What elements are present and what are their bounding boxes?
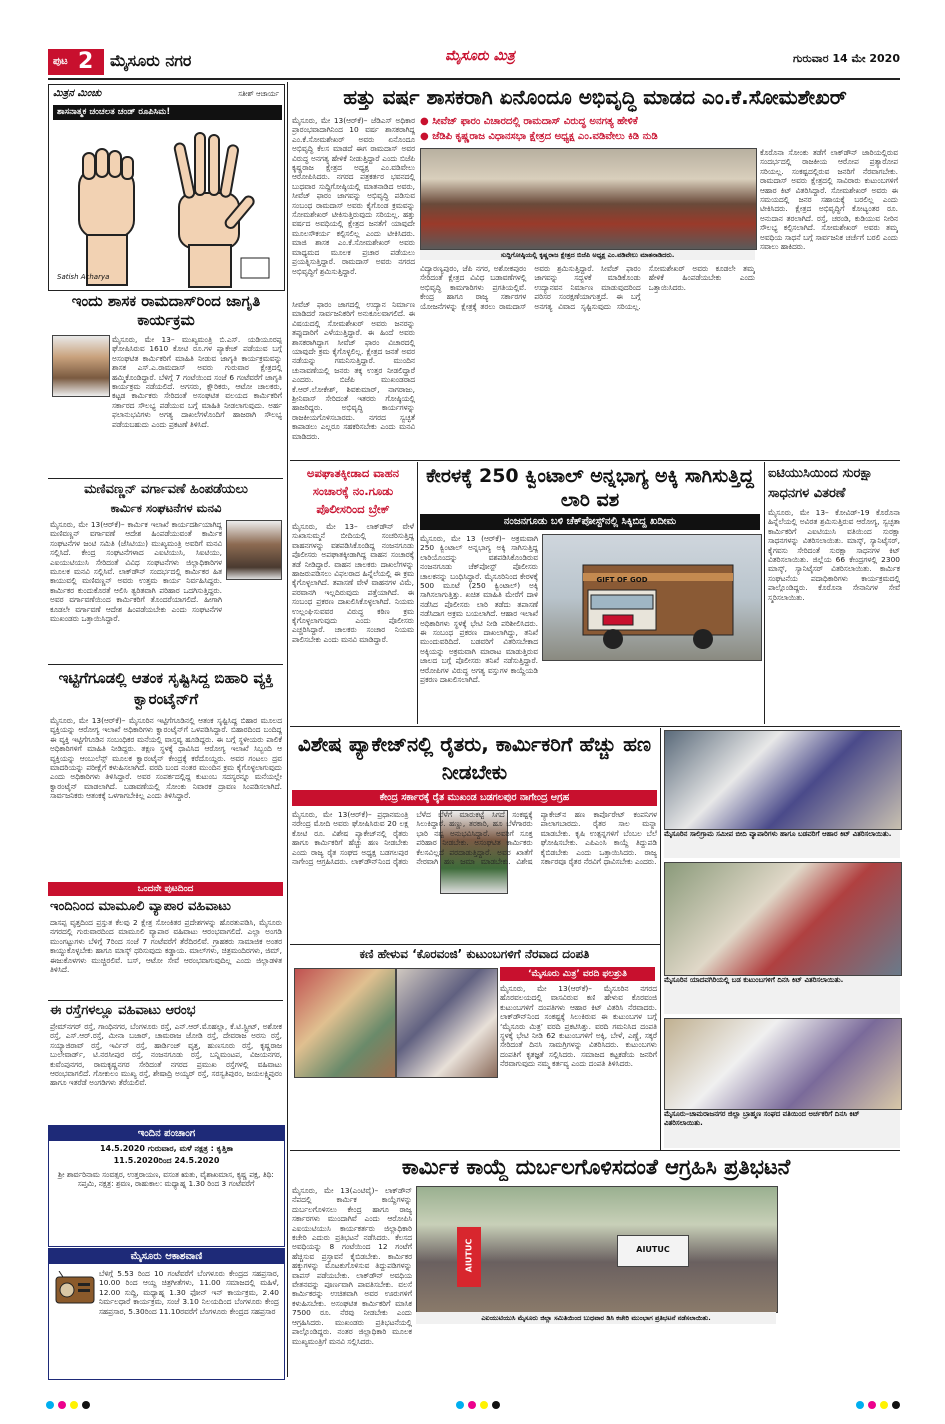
print-registration-marks: [20, 1398, 925, 1412]
panchanga-body: ಶ್ರೀ ಶಾರ್ವರಿನಾಮ ಸಂವತ್ಸರ, ಉತ್ತರಾಯಣ, ವಸಂತ ಋತು, ವೈಶಾಖಮಾಸ, ಕೃಷ್ಣ ಪಕ್ಷ, ತಿಥಿ: ಸಪ್ತಮಿ, ನಕ್ಷತ್ರ: ಶ್ರವಣ, ರಾಹುಕಾಲ: ಮಧ್ಯಾಹ್ನ 1.30 ರಿಂದ 3 ಗಂಟೆವರೆಗೆ: [58, 1170, 274, 1189]
panchanga-line1: 14.5.2020 ಗುರುವಾರ, ಮಳೆ ನಕ್ಷತ್ರ : ಕೃತ್ತಿಕಾ: [99, 1144, 234, 1153]
truck-slogan: GIFT OF GOD: [596, 576, 648, 584]
masthead-logo: ಮೈಸೂರು ಮಿತ್ರ: [445, 48, 515, 64]
cartoon-signature: Satish Acharya: [57, 273, 110, 281]
safety-body: ಮೈಸೂರು, ಮೇ 13– ಕೋವಿಡ್-19 ಕೊರೊನಾ ಹಿನ್ನೆಲೆಯಲ್ಲಿ ಅವಿರತ ಶ್ರಮಿಸುತ್ತಿರುವ ಆರೋಗ್ಯ, ಸ್ವಚ್ಛತಾ ಕಾರ್ಮಿಕರಿಗೆ ಎಐಟಿಯುಸಿ ವತಿಯಿಂದ ಸುರಕ್ಷಾ ಸಾಧನಗಳನ್ನು ವಿತರಿಸಲಾಯಿತು. ಮಾಸ್ಕ್, ಸ್ಯಾನಿಟೈಸರ್, ಕೈಗವಸು ಸೇರಿದಂತೆ ಸುರಕ್ಷಾ ಸಾಧನಗಳ ಕಿಟ್ ವಿತರಿಸಲಾಯಿತು. ಜಿಲ್ಲೆಯ 66 ಕೇಂದ್ರಗಳಲ್ಲಿ 2300 ಮಾಸ್ಕ್, ಸ್ಯಾನಿಟೈಸರ್ ವಿತರಿಸಲಾಯಿತು. ಕಾರ್ಮಿಕ ಸಂಘಟನೆಯ ಪದಾಧಿಕಾರಿಗಳು ಕಾರ್ಯಕ್ರಮದಲ್ಲಿ ಪಾಲ್ಗೊಂಡಿದ್ದರು. ಕೊರೊನಾ ಸೇನಾನಿಗಳ ಸೇವೆ ಸ್ಮರಿಸಲಾಯಿತು.: [768, 508, 900, 602]
right-photo-3: [664, 1018, 902, 1110]
trade-body: ದಾಸಪ್ಪ ವೃತ್ತದಿಂದ ಪ್ರಸ್ತುತ ಕೆಲವು 2 ಕ್ಷೇತ್ರ ಸೋಂಕಿತರ ಪ್ರದೇಶಗಳನ್ನು ಹೊರತುಪಡಿಸಿ, ಮೈಸೂರು ನಗರದಲ್ಲಿ ಗುರುವಾರದಿಂದ ಮಾಮೂಲಿ ವ್ಯಾಪಾರ ವಹಿವಾಟು ಆರಂಭವಾಗಲಿದೆ. ಎಲ್ಲಾ ಅಂಗಡಿ ಮುಂಗಟ್ಟುಗಳು ಬೆಳಿಗ್ಗೆ 7ರಿಂದ ಸಂಜೆ 7 ಗಂಟೆವರೆಗೆ ತೆರೆದಿರಲಿವೆ. ಗ್ರಾಹಕರು ಸಾಮಾಜಿಕ ಅಂತರ ಕಾಯ್ದುಕೊಳ್ಳಬೇಕು ಹಾಗೂ ಮಾಸ್ಕ್ ಧರಿಸುವುದು ಕಡ್ಡಾಯ. ಮಾಲ್‌ಗಳು, ಚಿತ್ರಮಂದಿರಗಳು, ಜಿಮ್, ಈಜುಕೊಳಗಳು ಮುಚ್ಚಿರಲಿವೆ. ಬಸ್, ಆಟೋ ಸೇವೆ ಆರಂಭವಾಗುವುದಿಲ್ಲ ಎಂದು ಜಿಲ್ಲಾಡಳಿತ ತಿಳಿಸಿದೆ.: [50, 918, 282, 975]
masthead-date: ಗುರುವಾರ 14 ಮೇ 2020: [792, 52, 900, 65]
protest-photo: [416, 1186, 778, 1313]
cartoon-box: [48, 84, 285, 291]
truck-illustration: [543, 535, 761, 660]
safety-headline: ಐಟಿಯುಸಿಯಿಂದ ಸುರಕ್ಷಾ ಸಾಧನಗಳ ವಿತರಣೆ: [768, 466, 873, 501]
radio-icon: [55, 1271, 95, 1305]
labour-body-bottom: [416, 1326, 776, 1378]
roads-headline: ಈ ರಸ್ತೆಗಳಲ್ಲೂ ವಹಿವಾಟು ಆರಂಭ: [50, 1003, 196, 1018]
lead-col1: ಮೈಸೂರು, ಮೇ 13(ಆರ್‌ಕೆ)– ಜೆಡಿಎಸ್ ಅಧಿಕಾರ ಪ್ರಾರಂಭವಾದಾಗಿನಿಂದ 10 ವರ್ಷ ಶಾಸಕರಾಗಿದ್ದ ಎಂ.ಕೆ.ಸೋಮಶೇಖರ್ ಅವರು ಏನೊಂದೂ ಅಭಿವೃದ್ಧಿ ಕೆಲಸ ಮಾಡದೆ ಈಗ ರಾಮದಾಸ್ ಅವರ ವಿರುದ್ಧ ಅನಗತ್ಯ ಹೇಳಿಕೆ ನೀಡುತ್ತಿದ್ದಾರೆ ಎಂದು ಬಿಜೆಪಿ ಕೃಷ್ಣರಾಜ ಕ್ಷೇತ್ರದ ಅಧ್ಯಕ್ಷ ಎಂ.ವಡಿವೇಲು ಆರೋಪಿಸಿದರು. ನಗರದ ಪತ್ರಕರ್ತರ ಭವನದಲ್ಲಿ ಬುಧವಾರ ಸುದ್ದಿಗೋಷ್ಠಿಯಲ್ಲಿ ಮಾತನಾಡಿದ ಅವರು, ಸೀವೆಜ್ ಫಾರಂ ಜಾಗವನ್ನು ಅಭಿವೃದ್ಧಿ ಪಡಿಸುವ ಸಂಬಂಧ ರಾಮದಾಸ್ ಅವರು ಕೈಗೊಂಡ ಕ್ರಮವನ್ನು ಸೋಮಶೇಖರ್ ಟೀಕಿಸುತ್ತಿರುವುದು ಸರಿಯಲ್ಲ. ಹತ್ತು ವರ್ಷದ ಅವಧಿಯಲ್ಲಿ ಕ್ಷೇತ್ರದ ಜನತೆಗೆ ಯಾವುದೇ ಮೂಲಸೌಕರ್ಯ ಕಲ್ಪಿಸಲಿಲ್ಲ ಎಂದು ಟೀಕಿಸಿದರು. ಮಾಜಿ ಶಾಸಕ ಎಂ.ಕೆ.ಸೋಮಶೇಖರ್ ಅವರು ಮಾಧ್ಯಮದ ಮೂಲಕ ಪ್ರಚಾರ ಪಡೆಯಲು ಪ್ರಯತ್ನಿಸುತ್ತಿದ್ದಾರೆ. ರಾಮದಾಸ್ ಅವರು ನಗರದ ಅಭಿವೃದ್ಧಿಗೆ ಶ್ರಮಿಸುತ್ತಿದ್ದಾರೆ.: [292, 116, 415, 276]
bullet-icon: ●: [420, 131, 433, 142]
placard-2-text: AIUTUC: [636, 1245, 670, 1254]
panchanga-title: ಇಂದಿನ ಪಂಚಾಂಗ: [49, 1126, 284, 1141]
lead-col3: ಕೊರೊನಾ ಸೋಂಕು ತಡೆಗೆ ಲಾಕ್‌ಡೌನ್ ಜಾರಿಯಲ್ಲಿರುವ ಸಂದರ್ಭದಲ್ಲಿ ರಾಜಕೀಯ ಆರೋಪ ಪ್ರತ್ಯಾರೋಪ ಸರಿಯಲ್ಲ. ಸಂಕಷ್ಟದಲ್ಲಿರುವ ಜನರಿಗೆ ನೆರವಾಗಬೇಕು. ರಾಮದಾಸ್ ಅವರು ಕ್ಷೇತ್ರದಲ್ಲಿ ಸಾವಿರಾರು ಕುಟುಂಬಗಳಿಗೆ ಆಹಾರ ಕಿಟ್ ವಿತರಿಸಿದ್ದಾರೆ. ಸೋಮಶೇಖರ್ ಅವರು ಈ ಸಮಯದಲ್ಲಿ ಜನರ ಸಹಾಯಕ್ಕೆ ಬರಲಿಲ್ಲ ಎಂದು ಟೀಕಿಸಿದರು. ಕ್ಷೇತ್ರದ ಅಭಿವೃದ್ಧಿಗೆ ಕೋಟ್ಯಂತರ ರೂ. ಅನುದಾನ ತರಲಾಗಿದೆ. ರಸ್ತೆ, ಚರಂಡಿ, ಕುಡಿಯುವ ನೀರಿನ ಸೌಲಭ್ಯ ಕಲ್ಪಿಸಲಾಗಿದೆ. ಸೋಮಶೇಖರ್ ಅವರು ತಮ್ಮ ಅವಧಿಯ ಸಾಧನೆ ಬಗ್ಗೆ ಸಾರ್ವಜನಿಕ ಚರ್ಚೆಗೆ ಬರಲಿ ಎಂದು ಸವಾಲು ಹಾಕಿದರು.: [760, 148, 898, 252]
labour-caption: ಎಐಯುಟಿಯುಸಿ ಮೈಸೂರು ಜಿಲ್ಲಾ ಸಮಿತಿಯಿಂದ ಬುಧವಾರ ಡಿಸಿ ಕಚೇರಿ ಮುಂಭಾಗ ಪ್ರತಿಭಟನೆ ನಡೆಸಲಾಯಿತು.: [416, 1312, 776, 1324]
rice-body: ಮೈಸೂರು, ಮೇ 13 (ಆರ್‌ಕೆ)– ಅಕ್ರಮವಾಗಿ 250 ಕ್ವಿಂಟಾಲ್ ಅನ್ನಭಾಗ್ಯ ಅಕ್ಕಿ ಸಾಗಿಸುತ್ತಿದ್ದ ಲಾರಿಯೊಂದನ್ನು ವಶಪಡಿಸಿಕೊಂಡಿರುವ ನಂಜನಗೂಡು ಚೆಕ್‌ಪೋಸ್ಟ್ ಪೊಲೀಸರು ಚಾಲಕನನ್ನು ಬಂಧಿಸಿದ್ದಾರೆ. ಮೈಸೂರಿನಿಂದ ಕೇರಳಕ್ಕೆ 500 ಮೂಟೆ (250 ಕ್ವಿಂಟಾಲ್) ಅಕ್ಕಿ ಸಾಗಿಸಲಾಗುತ್ತಿತ್ತು. ಖಚಿತ ಮಾಹಿತಿ ಮೇರೆಗೆ ದಾಳಿ ನಡೆಸಿದ ಪೊಲೀಸರು ಲಾರಿ ತಡೆದು ತಪಾಸಣೆ ನಡೆಸಿದಾಗ ಅಕ್ರಮ ಬಯಲಾಗಿದೆ. ಆಹಾರ ಇಲಾಖೆ ಅಧಿಕಾರಿಗಳು ಸ್ಥಳಕ್ಕೆ ಭೇಟಿ ನೀಡಿ ಪರಿಶೀಲಿಸಿದರು. ಈ ಸಂಬಂಧ ಪ್ರಕರಣ ದಾಖಲಾಗಿದ್ದು, ತನಿಖೆ ಮುಂದುವರಿದಿದೆ. ಬಡವರಿಗೆ ವಿತರಿಸಬೇಕಾದ ಅಕ್ಕಿಯನ್ನು ಅಕ್ರಮವಾಗಿ ಮಾರಾಟ ಮಾಡುತ್ತಿರುವ ಜಾಲದ ಬಗ್ಗೆ ಪೊಲೀಸರು ತನಿಖೆ ನಡೆಸುತ್ತಿದ್ದಾರೆ. ಆರೋಪಿಗಳ ವಿರುದ್ಧ ಅಗತ್ಯ ವಸ್ತುಗಳ ಕಾಯ್ದೆಯಡಿ ಪ್ರಕರಣ ದಾಖಲಿಸಲಾಗಿದೆ.: [420, 534, 538, 685]
package-body: ಮೈಸೂರು, ಮೇ 13(ಆರ್‌ಕೆ)– ಪ್ರಧಾನಮಂತ್ರಿ ನರೇಂದ್ರ ಮೋದಿ ಅವರು ಘೋಷಿಸಿರುವ 20 ಲಕ್ಷ ಕೋಟಿ ರೂ. ವಿಶೇಷ ಪ್ಯಾಕೇಜ್‌ನಲ್ಲಿ ರೈತರು ಹಾಗೂ ಕಾರ್ಮಿಕರಿಗೆ ಹೆಚ್ಚು ಹಣ ನೀಡಬೇಕು ಎಂದು ರಾಜ್ಯ ರೈತ ಸಂಘದ ಅಧ್ಯಕ್ಷ ಬಡಗಲಪುರ ನಾಗೇಂದ್ರ ಆಗ್ರಹಿಸಿದರು. ಲಾಕ್‌ಡೌನ್‌ನಿಂದ ರೈತರು ಬೆಳೆದ ಬೆಳೆಗೆ ಮಾರುಕಟ್ಟೆ ಸಿಗದೆ ಸಂಕಷ್ಟಕ್ಕೆ ಸಿಲುಕಿದ್ದಾರೆ. ಹಣ್ಣು, ತರಕಾರಿ, ಹೂ ಬೆಳೆಗಾರರು ಭಾರಿ ನಷ್ಟ ಅನುಭವಿಸಿದ್ದಾರೆ. ಅವರಿಗೆ ಸೂಕ್ತ ಪರಿಹಾರ ನೀಡಬೇಕು. ಅಸಂಘಟಿತ ಕಾರ್ಮಿಕರು ಕೆಲಸವಿಲ್ಲದೆ ಪರದಾಡುತ್ತಿದ್ದಾರೆ. ಅವರ ಖಾತೆಗೆ ನೇರವಾಗಿ ಹಣ ಜಮಾ ಮಾಡಬೇಕು. ವಿಶೇಷ ಪ್ಯಾಕೇಜ್‌ನ ಹಣ ಕಾರ್ಪೊರೇಟ್ ಕಂಪನಿಗಳ ಪಾಲಾಗಬಾರದು. ರೈತರ ಸಾಲ ಮನ್ನಾ ಮಾಡಬೇಕು. ಕೃಷಿ ಉತ್ಪನ್ನಗಳಿಗೆ ಬೆಂಬಲ ಬೆಲೆ ಘೋಷಿಸಬೇಕು. ಎಪಿಎಂಸಿ ಕಾಯ್ದೆ ತಿದ್ದುಪಡಿ ಕೈಬಿಡಬೇಕು ಎಂದು ಒತ್ತಾಯಿಸಿದರು. ರಾಜ್ಯ ಸರ್ಕಾರವೂ ರೈತರ ನೆರವಿಗೆ ಧಾವಿಸಬೇಕು ಎಂದರು.: [292, 810, 657, 867]
truck-photo: [542, 534, 762, 661]
lead-sub1: [420, 116, 900, 130]
cartoon-artist: ಸತೀಶ್ ಆಚಾರ್ಯ: [238, 90, 279, 98]
package-headline: ವಿಶೇಷ ಪ್ಯಾಕೇಜ್‌ನಲ್ಲಿ ರೈತರು, ಕಾರ್ಮಿಕರಿಗೆ ಹೆಚ್ಚು ಹಣ ನೀಡಬೇಕು: [297, 732, 652, 784]
lead-col2: ಸೀವೆಜ್ ಫಾರಂ ಜಾಗದಲ್ಲಿ ಉದ್ಯಾನ ನಿರ್ಮಾಣ ಮಾಡಿದರೆ ಸಾರ್ವಜನಿಕರಿಗೆ ಅನುಕೂಲವಾಗಲಿದೆ. ಈ ವಿಷಯದಲ್ಲಿ ಸೋಮಶೇಖರ್ ಅವರು ಜನರನ್ನು ತಪ್ಪುದಾರಿಗೆ ಎಳೆಯುತ್ತಿದ್ದಾರೆ. ಈ ಹಿಂದೆ ಅವರು ಶಾಸಕರಾಗಿದ್ದಾಗ ಸೀವೆಜ್ ಫಾರಂ ವಿಚಾರದಲ್ಲಿ ಯಾವುದೇ ಕ್ರಮ ಕೈಗೊಳ್ಳಲಿಲ್ಲ. ಕ್ಷೇತ್ರದ ಜನತೆ ಅವರ ನಡೆಯನ್ನು ಗಮನಿಸುತ್ತಿದ್ದಾರೆ. ಮುಂದಿನ ಚುನಾವಣೆಯಲ್ಲಿ ಜನರು ತಕ್ಕ ಉತ್ತರ ನೀಡಲಿದ್ದಾರೆ ಎಂದರು. ಬಿಜೆಪಿ ಮುಖಂಡರಾದ ಕೆ.ಆರ್.ಲೋಕೇಶ್, ಶಿವಕುಮಾರ್, ನಾಗರಾಜು, ಶ್ರೀನಿವಾಸ್ ಸೇರಿದಂತೆ ಇತರರು ಗೋಷ್ಠಿಯಲ್ಲಿ ಹಾಜರಿದ್ದರು. ಅಭಿವೃದ್ಧಿ ಕಾರ್ಯಗಳನ್ನು ರಾಜಕೀಯಗೊಳಿಸಬಾರದು. ನಗರದ ಸ್ವಚ್ಛತೆ ಕಾಪಾಡಲು ಎಲ್ಲರೂ ಸಹಕರಿಸಬೇಕು ಎಂದು ಮನವಿ ಮಾಡಿದರು.: [292, 300, 415, 441]
korama-photo-1: [294, 968, 396, 1078]
masthead-rule: [48, 78, 900, 80]
cartoon-illustration: [49, 123, 284, 288]
radio-body: ಬೆಳಿಗ್ಗೆ 5.53 ರಿಂದ 10 ಗಂಟೆವರೆಗೆ ಬೆಂಗಳೂರು ಕೇಂದ್ರದ ಸಹಪ್ರಸಾರ, 10.00 ರಿಂದ ಆಯ್ದ ಚಿತ್ರಗೀತೆಗಳು, 11.00 ಸಮಾಜದಲ್ಲಿ ಮಹಿಳೆ, 12.00 ಸುದ್ದಿ, ಮಧ್ಯಾಹ್ನ 1.30 ಫೋನ್ ಇನ್ ಕಾರ್ಯಕ್ರಮ, 2.40 ನಿರ್ಮಲಧಾರೆ ಕಾರ್ಯಕ್ರಮ, ಸಂಜೆ 3.10 ನಿಲಯದಿಂದ ಬೆಂಗಳೂರು ಕೇಂದ್ರ ಸಹಪ್ರಸಾರ, 5.30ರಿಂದ 11.10ರವರೆಗೆ ಬೆಂಗಳೂರು ಕೇಂದ್ರದ ಸಹಪ್ರಸಾರ: [99, 1269, 279, 1316]
placard-1-text: AIUTUC: [464, 1238, 474, 1273]
page-label: ಪುಟ: [53, 56, 68, 67]
korama-photo-2: [396, 968, 498, 1078]
korama-headline: ಕಣಿ ಹೇಳುವ ‘ಕೊರವಂಜಿ’ ಕುಟುಂಬಗಳಿಗೆ ನೆರವಾದ ದಂಪತಿ: [359, 947, 590, 961]
roads-body: ಪ್ರೇಮ್‌ನಗರ್ ರಸ್ತೆ, ಗಾಂಧಿನಗರ, ಬೆಂಗಳೂರು ರಸ್ತೆ, ಎನ್.ಆರ್.ಮೊಹಲ್ಲಾ, ಕೆ.ಟಿ.ಸ್ಟ್ರೀಟ್, ಅಶೋಕ ರಸ್ತೆ, ಎಸ್.ಆರ್.ರಸ್ತೆ, ಮೀನಾ ಬಜಾರ್, ಚಾಮರಾಜ ಜೋಡಿ ರಸ್ತೆ, ದೇವರಾಜ ಅರಸು ರಸ್ತೆ, ಸಯ್ಯಾಜಿರಾವ್ ರಸ್ತೆ, ಇರ್ವಿನ್ ರಸ್ತೆ, ಹಾರ್ಡಿಂಜ್ ವೃತ್ತ, ಹುಣಸೂರು ರಸ್ತೆ, ಕೃಷ್ಣರಾಜ ಬುಲೇವಾರ್ಡ್, ಟಿ.ನರಸೀಪುರ ರಸ್ತೆ, ನಂಜನಗೂಡು ರಸ್ತೆ, ಬನ್ನಿಮಂಟಪ, ವಿಜಯನಗರ, ಕುವೆಂಪುನಗರ, ರಾಮಕೃಷ್ಣನಗರ ಸೇರಿದಂತೆ ನಗರದ ಪ್ರಮುಖ ರಸ್ತೆಗಳಲ್ಲಿ ವಹಿವಾಟು ಆರಂಭವಾಗಲಿದೆ. ಗೋಕುಲಂ ಮುಖ್ಯ ರಸ್ತೆ, ಶೇಷಾದ್ರಿ ಅಯ್ಯರ್ ರಸ್ತೆ, ಸರಸ್ವತಿಪುರಂ, ಜಯಲಕ್ಷ್ಮಿಪುರಂ ಹಾಗೂ ಇತರೆಡೆ ಅಂಗಡಿಗಳು ತೆರೆಯಲಿವೆ.: [50, 1022, 282, 1088]
cartoon-title: ಮಿತ್ರನ ಮಿಂಚು: [53, 88, 102, 99]
package-subhead: ಕೇಂದ್ರ ಸರ್ಕಾರಕ್ಕೆ ರೈತ ಮುಖಂಡ ಬಡಗಲಪುರ ನಾಗೇಂದ್ರ ಆಗ್ರಹ: [292, 790, 657, 806]
radio-title: ಮೈಸೂರು ಆಕಾಶವಾಣಿ: [49, 1249, 284, 1264]
manivannan-portrait: [226, 520, 282, 580]
cartoon-caption: ಶಾಸನಾತ್ಮಕ ಚಂಚಲತ ಚಂಡ್ ರೂಪಿಸಿಮ!: [53, 105, 282, 120]
korama-body-side: [292, 1080, 496, 1144]
right-caption-2: ಮೈಸೂರಿನ ಯಾದವಗಿರಿಯಲ್ಲಿ ಬಡ ಕುಟುಂಬಗಳಿಗೆ ದಿನಸಿ ಕಿಟ್ ವಿತರಿಸಲಾಯಿತು.: [664, 976, 900, 1014]
placard-2: [617, 1235, 689, 1267]
panchanga-box: [48, 1125, 285, 1247]
labour-headline: ಕಾರ್ಮಿಕ ಕಾಯ್ದೆ ದುರ್ಬಲಗೊಳಿಸದಂತೆ ಆಗ್ರಹಿಸಿ ಪ್ರತಿಭಟನೆ: [401, 1155, 791, 1179]
right-caption-3: ಮೈಸೂರು–ಚಾಮರಾಜನಗರ ಜಿಲ್ಲಾ ಬ್ರಾಹ್ಮಣ ಸಂಘದ ವತಿಯಿಂದ ಅರ್ಚಕರಿಗೆ ದಿನಸಿ ಕಿಟ್ ವಿತರಿಸಲಾಯಿತು.: [664, 1110, 900, 1148]
bihari-body: ಮೈಸೂರು, ಮೇ 13(ಆರ್‌ಕೆ)– ಮೈಸೂರಿನ ಇಟ್ಟಿಗೆಗೂಡಿನಲ್ಲಿ ಆತಂಕ ಸೃಷ್ಟಿಸಿದ್ದ ಬಿಹಾರ ಮೂಲದ ವ್ಯಕ್ತಿಯನ್ನು ಆರೋಗ್ಯ ಇಲಾಖೆ ಅಧಿಕಾರಿಗಳು ಕ್ವಾರಂಟೈನ್‌ಗೆ ಒಳಪಡಿಸಿದ್ದಾರೆ. ಬಿಹಾರದಿಂದ ಬಂದಿದ್ದ ಈ ವ್ಯಕ್ತಿ ಇಟ್ಟಿಗೆಗೂಡಿನ ಸಂಬಂಧಿಕರ ಮನೆಯಲ್ಲಿ ವಾಸ್ತವ್ಯ ಹೂಡಿದ್ದರು. ಈ ಬಗ್ಗೆ ಸ್ಥಳೀಯರು ಪಾಲಿಕೆ ಅಧಿಕಾರಿಗಳಿಗೆ ಮಾಹಿತಿ ನೀಡಿದ್ದರು. ತಕ್ಷಣ ಸ್ಥಳಕ್ಕೆ ಧಾವಿಸಿದ ಆರೋಗ್ಯ ಇಲಾಖೆ ಸಿಬ್ಬಂದಿ ಆ ವ್ಯಕ್ತಿಯನ್ನು ಆಂಬುಲೆನ್ಸ್ ಮೂಲಕ ಕ್ವಾರಂಟೈನ್ ಕೇಂದ್ರಕ್ಕೆ ಕರೆದೊಯ್ದರು. ಅವರ ಗಂಟಲು ದ್ರವ ಮಾದರಿಯನ್ನು ಪರೀಕ್ಷೆಗೆ ಕಳುಹಿಸಲಾಗಿದೆ. ವರದಿ ಬಂದ ನಂತರ ಮುಂದಿನ ಕ್ರಮ ಕೈಗೊಳ್ಳಲಾಗುವುದು ಎಂದು ಅಧಿಕಾರಿಗಳು ತಿಳಿಸಿದ್ದಾರೆ. ಅವರ ಸಂಪರ್ಕದಲ್ಲಿದ್ದ ಕುಟುಂಬ ಸದಸ್ಯರನ್ನೂ ಮನೆಯಲ್ಲೇ ಕ್ವಾರಂಟೈನ್ ಮಾಡಲಾಗಿದೆ. ಬಡಾವಣೆಯಲ್ಲಿ ಸೋಂಕು ನಿವಾರಕ ದ್ರಾವಣ ಸಿಂಪಡಿಸಲಾಗಿದೆ. ಸಾರ್ವಜನಿಕರು ಆತಂಕಕ್ಕೆ ಒಳಗಾಗಬೇಕಿಲ್ಲ ಎಂದು ತಿಳಿಸಿದ್ದಾರೆ.: [50, 716, 282, 801]
trade-headline: ಇಂದಿನಿಂದ ಮಾಮೂಲಿ ವ್ಯಾಪಾರ ವಹಿವಾಟು: [50, 899, 231, 914]
fist-hand: [79, 149, 134, 285]
manivannan-headline: ಮಣಿವಣ್ಣನ್ ವರ್ಗಾವಣೆ ಹಿಂಪಡೆಯಲು: [84, 482, 248, 497]
ramdas-headline: ಇಂದು ಶಾಸಕ ರಾಮದಾಸ್‌ರಿಂದ ಜಾಗೃತಿ ಕಾರ್ಯಕ್ರಮ: [71, 292, 261, 329]
lead-headline: ಹತ್ತು ವರ್ಷ ಶಾಸಕರಾಗಿ ಏನೊಂದೂ ಅಭಿವೃದ್ಧಿ ಮಾಡದ ಎಂ.ಕೆ.ಸೋಮಶೇಖರ್: [343, 85, 847, 109]
lead-caption: ಸುದ್ದಿಗೋಷ್ಠಿಯಲ್ಲಿ ಕೃಷ್ಣರಾಜ ಕ್ಷೇತ್ರದ ಬಿಜೆಪಿ ಅಧ್ಯಕ್ಷ ಎಂ.ವಡಿವೇಲು ಮಾತನಾಡಿದರು.: [420, 250, 755, 260]
right-photo-2: [664, 862, 902, 976]
bullet-icon: ●: [420, 116, 433, 127]
lead-sub2: [420, 131, 900, 145]
korama-body: ಮೈಸೂರು, ಮೇ 13(ಆರ್‌ಕೆ)– ಮೈಸೂರಿನ ನಗರದ ಹೊರವಲಯದಲ್ಲಿ ವಾಸವಿರುವ ಕಣಿ ಹೇಳುವ ಕೊರವಂಜಿ ಕುಟುಂಬಗಳಿಗೆ ದಂಪತಿಗಳು ಆಹಾರ ಕಿಟ್ ವಿತರಿಸಿ ನೆರವಾದರು. ಲಾಕ್‌ಡೌನ್‌ನಿಂದ ಸಂಕಷ್ಟಕ್ಕೆ ಸಿಲುಕಿರುವ ಈ ಕುಟುಂಬಗಳ ಬಗ್ಗೆ ‘ಮೈಸೂರು ಮಿತ್ರ’ ವರದಿ ಪ್ರಕಟಿಸಿತ್ತು. ವರದಿ ಗಮನಿಸಿದ ದಂಪತಿ ಸ್ಥಳಕ್ಕೆ ಭೇಟಿ ನೀಡಿ 62 ಕುಟುಂಬಗಳಿಗೆ ಅಕ್ಕಿ, ಬೇಳೆ, ಎಣ್ಣೆ, ಸಕ್ಕರೆ ಸೇರಿದಂತೆ ದಿನಸಿ ಸಾಮಗ್ರಿಗಳನ್ನು ವಿತರಿಸಿದರು. ಕುಟುಂಬಗಳು ದಂಪತಿಗೆ ಕೃತಜ್ಞತೆ ಸಲ್ಲಿಸಿದರು. ಸಮಾಜದ ಕಟ್ಟಕಡೆಯ ಜನರಿಗೆ ನೆರವಾಗುವುದು ನಮ್ಮ ಕರ್ತವ್ಯ ಎಂದು ದಂಪತಿ ತಿಳಿಸಿದರು.: [500, 984, 657, 1069]
bihari-headline: ಇಟ್ಟಿಗೆಗೂಡಲ್ಲಿ ಆತಂಕ ಸೃಷ್ಟಿಸಿದ್ದ ಬಿಹಾರಿ ವ್ಯಕ್ತಿ ಕ್ವಾರಂಟೈನ್‌ಗೆ: [58, 669, 274, 708]
rice-subhead: ನಂಜನಗೂಡು ಬಳಿ ಚೆಕ್‌ಪೋಸ್ಟ್‌ನಲ್ಲಿ ಸಿಕ್ಕಿಬಿದ್ದ ಖದೀಮ: [420, 514, 760, 530]
manivannan-subhead: ಕಾರ್ಮಿಕ ಸಂಘಟನೆಗಳ ಮನವಿ: [110, 501, 222, 515]
korama-tag: ‘ಮೈಸೂರು ಮಿತ್ರ’ ವರದಿ ಫಲಶ್ರುತಿ: [500, 967, 655, 981]
lead-sub1-text: ಸೀವೆಜ್ ಫಾರಂ ವಿಚಾರದಲ್ಲಿ ರಾಮದಾಸ್ ವಿರುದ್ಧ ಅನಗತ್ಯ ಹೇಳಿಕೆ: [432, 116, 638, 127]
rice-body-continued: [542, 662, 760, 722]
accident-body: ಮೈಸೂರು, ಮೇ 13– ಲಾಕ್‌ಡೌನ್ ವೇಳೆ ಸುಖಾಸುಮ್ಮನೆ ಬೀದಿಯಲ್ಲಿ ಸಂಚರಿಸುತ್ತಿದ್ದ ವಾಹನಗಳನ್ನು ವಶಪಡಿಸಿಕೊಂಡಿದ್ದ ನಂಜನಗೂಡು ಪೊಲೀಸರು ಅಪಘಾತಕ್ಕೀಡಾಗಿದ್ದ ವಾಹನ ಸಂಚಾರಕ್ಕೆ ತಡೆ ನೀಡಿದ್ದಾರೆ. ವಾಹನ ಚಾಲಕರು ದಾಖಲೆಗಳನ್ನು ಹಾಜರುಪಡಿಸಲು ವಿಫಲರಾದ ಹಿನ್ನೆಲೆಯಲ್ಲಿ ಈ ಕ್ರಮ ಕೈಗೊಳ್ಳಲಾಗಿದೆ. ತಪಾಸಣೆ ವೇಳೆ ವಾಹನಗಳ ವಿಮೆ, ಪರವಾನಗಿ ಇಲ್ಲದಿರುವುದು ಪತ್ತೆಯಾಗಿದೆ. ಈ ಸಂಬಂಧ ಪ್ರಕರಣ ದಾಖಲಿಸಿಕೊಳ್ಳಲಾಗಿದೆ. ನಿಯಮ ಉಲ್ಲಂಘಿಸುವವರ ವಿರುದ್ಧ ಕಠಿಣ ಕ್ರಮ ಕೈಗೊಳ್ಳಲಾಗುವುದು ಎಂದು ಪೊಲೀಸರು ಎಚ್ಚರಿಸಿದ್ದಾರೆ. ಚಾಲಕರು ಸಂಚಾರ ನಿಯಮ ಪಾಲಿಸಬೇಕು ಎಂದು ಮನವಿ ಮಾಡಿದ್ದಾರೆ.: [292, 522, 414, 644]
right-photo-1: [664, 730, 902, 830]
lead-col4: ವಿದ್ಯಾರಣ್ಯಪುರಂ, ಜೆಪಿ ನಗರ, ಅಶೋಕಪುರಂ ಸೇರಿದಂತೆ ಕ್ಷೇತ್ರದ ವಿವಿಧ ಬಡಾವಣೆಗಳಲ್ಲಿ ಅಭಿವೃದ್ಧಿ ಕಾಮಗಾರಿಗಳು ಪ್ರಗತಿಯಲ್ಲಿವೆ. ಕೇಂದ್ರ ಹಾಗೂ ರಾಜ್ಯ ಸರ್ಕಾರಗಳ ಯೋಜನೆಗಳನ್ನು ಕ್ಷೇತ್ರಕ್ಕೆ ತರಲು ರಾಮದಾಸ್ ಅವರು ಶ್ರಮಿಸುತ್ತಿದ್ದಾರೆ. ಸೀವೆಜ್ ಫಾರಂ ಜಾಗವನ್ನು ಸದ್ಬಳಕೆ ಮಾಡಿಕೊಂಡು ಉದ್ಯಾನವನ ನಿರ್ಮಾಣ ಮಾಡುವುದರಿಂದ ಪರಿಸರ ಸಂರಕ್ಷಣೆಯಾಗುತ್ತದೆ. ಈ ಬಗ್ಗೆ ಅನಗತ್ಯ ವಿವಾದ ಸೃಷ್ಟಿಸುವುದು ಸರಿಯಲ್ಲ. ಸೋಮಶೇಖರ್ ಅವರು ಕೂಡಲೇ ತಮ್ಮ ಹೇಳಿಕೆ ಹಿಂಪಡೆಯಬೇಕು ಎಂದು ಒತ್ತಾಯಿಸಿದರು.: [420, 264, 755, 311]
radio-box: [48, 1248, 285, 1380]
ramdas-body: ಮೈಸೂರು, ಮೇ 13– ಮುಖ್ಯಮಂತ್ರಿ ಬಿ.ಎಸ್. ಯಡಿಯೂರಪ್ಪ ಘೋಷಿಸಿರುವ 1610 ಕೋಟಿ ರೂ.ಗಳ ಪ್ಯಾಕೇಜ್ ಪಡೆಯುವ ಬಗ್ಗೆ ಅಸಂಘಟಿತ ಕಾರ್ಮಿಕರಿಗೆ ಮಾಹಿತಿ ನೀಡುವ ಜಾಗೃತಿ ಕಾರ್ಯಕ್ರಮವನ್ನು ಶಾಸಕ ಎಸ್.ಎ.ರಾಮದಾಸ್ ಅವರು ಗುರುವಾರ ಕ್ಷೇತ್ರದಲ್ಲಿ ಹಮ್ಮಿಕೊಂಡಿದ್ದಾರೆ. ಬೆಳಿಗ್ಗೆ 7 ಗಂಟೆಯಿಂದ ಸಂಜೆ 6 ಗಂಟೆವರೆಗೆ ಜಾಗೃತಿ ಕಾರ್ಯಕ್ರಮ ನಡೆಯಲಿದೆ. ಅಗಸರು, ಕ್ಷೌರಿಕರು, ಆಟೋ ಚಾಲಕರು, ಕಟ್ಟಡ ಕಾರ್ಮಿಕರು ಸೇರಿದಂತೆ ಅಸಂಘಟಿತ ವಲಯದ ಕಾರ್ಮಿಕರಿಗೆ ಸರ್ಕಾರದ ಸೌಲಭ್ಯ ಪಡೆಯುವ ಬಗ್ಗೆ ಮಾಹಿತಿ ನೀಡಲಾಗುವುದು. ಅರ್ಹ ಫಲಾನುಭವಿಗಳು ಅಗತ್ಯ ದಾಖಲೆಗಳೊಂದಿಗೆ ಹಾಜರಾಗಿ ಸೌಲಭ್ಯ ಪಡೆಯಬಹುದು ಎಂದು ಪ್ರಕಟಣೆ ತಿಳಿಸಿದೆ.: [112, 335, 282, 429]
section-name: ಮೈಸೂರು ನಗರ: [110, 51, 192, 70]
labour-body: ಮೈಸೂರು, ಮೇ 13(ಎಂಟಿವೈ)– ಲಾಕ್‌ಡೌನ್ ನೆಪದಲ್ಲಿ ಕಾರ್ಮಿಕ ಕಾಯ್ದೆಗಳನ್ನು ದುರ್ಬಲಗೊಳಿಸಲು ಕೇಂದ್ರ ಹಾಗೂ ರಾಜ್ಯ ಸರ್ಕಾರಗಳು ಮುಂದಾಗಿವೆ ಎಂದು ಆರೋಪಿಸಿ ಎಐಯುಟಿಯುಸಿ ಕಾರ್ಯಕರ್ತರು ಜಿಲ್ಲಾಧಿಕಾರಿ ಕಚೇರಿ ಎದುರು ಪ್ರತಿಭಟನೆ ನಡೆಸಿದರು. ಕೆಲಸದ ಅವಧಿಯನ್ನು 8 ಗಂಟೆಯಿಂದ 12 ಗಂಟೆಗೆ ಹೆಚ್ಚಿಸುವ ಪ್ರಸ್ತಾವನೆ ಕೈಬಿಡಬೇಕು. ಕಾರ್ಮಿಕರ ಹಕ್ಕುಗಳನ್ನು ಮೊಟಕುಗೊಳಿಸುವ ತಿದ್ದುಪಡಿಗಳನ್ನು ವಾಪಸ್ ಪಡೆಯಬೇಕು. ಲಾಕ್‌ಡೌನ್ ಅವಧಿಯ ವೇತನವನ್ನು ಪೂರ್ಣವಾಗಿ ಪಾವತಿಸಬೇಕು. ವಲಸೆ ಕಾರ್ಮಿಕರನ್ನು ಉಚಿತವಾಗಿ ಅವರ ಊರುಗಳಿಗೆ ಕಳುಹಿಸಬೇಕು. ಅಸಂಘಟಿತ ಕಾರ್ಮಿಕರಿಗೆ ಮಾಸಿಕ 7500 ರೂ. ನೆರವು ನೀಡಬೇಕು ಎಂದು ಆಗ್ರಹಿಸಿದರು. ಮುಖಂಡರು ಪ್ರತಿಭಟನೆಯಲ್ಲಿ ಪಾಲ್ಗೊಂಡಿದ್ದರು. ನಂತರ ಜಿಲ್ಲಾಧಿಕಾರಿ ಮೂಲಕ ಮುಖ್ಯಮಂತ್ರಿಗೆ ಮನವಿ ಸಲ್ಲಿಸಿದರು.: [292, 1186, 412, 1346]
placard-1: [457, 1227, 481, 1287]
rice-headline: ಕೇರಳಕ್ಕೆ 250 ಕ್ವಿಂಟಾಲ್ ಅನ್ನಭಾಗ್ಯ ಅಕ್ಕಿ ಸಾಗಿಸುತ್ತಿದ್ದ ಲಾರಿ ವಶ: [426, 465, 754, 511]
accident-headline: ಅಪಘಾತಕ್ಕೀಡಾದ ವಾಹನ ಸಂಚಾರಕ್ಕೆ ನಂ.ಗೂಡು ಪೊಲೀಸರಿಂದ ಬ್ರೇಕ್: [306, 466, 400, 516]
manivannan-body: ಮೈಸೂರು, ಮೇ 13(ಆರ್‌ಕೆ)– ಕಾರ್ಮಿಕ ಇಲಾಖೆ ಕಾರ್ಯದರ್ಶಿಯಾಗಿದ್ದ ಮಣಿವಣ್ಣನ್ ವರ್ಗಾವಣೆ ಆದೇಶ ಹಿಂಪಡೆಯುವಂತೆ ಕಾರ್ಮಿಕ ಸಂಘಟನೆಗಳ ಜಂಟಿ ಸಮಿತಿ (ಜೆಸಿಟಿಯು) ಮುಖ್ಯಮಂತ್ರಿ ಅವರಿಗೆ ಮನವಿ ಸಲ್ಲಿಸಿದೆ. ಕೇಂದ್ರ ಸಂಘಟನೆಗಳಾದ ಎಐಟಿಯುಸಿ, ಸಿಐಟಿಯು, ಎಐಯುಟಿಯುಸಿ ಸೇರಿದಂತೆ ವಿವಿಧ ಸಂಘಟನೆಗಳು ಜಿಲ್ಲಾಧಿಕಾರಿಗಳ ಮೂಲಕ ಮನವಿ ಸಲ್ಲಿಸಿವೆ. ಲಾಕ್‌ಡೌನ್ ಸಂದರ್ಭದಲ್ಲಿ ಕಾರ್ಮಿಕರ ಹಿತ ಕಾಯುವಲ್ಲಿ ಮಣಿವಣ್ಣನ್ ಅವರು ಉತ್ತಮ ಕಾರ್ಯ ನಿರ್ವಹಿಸಿದ್ದರು. ಕಾರ್ಮಿಕರ ಕುಂದುಕೊರತೆ ಆಲಿಸಿ ತ್ವರಿತವಾಗಿ ಪರಿಹಾರ ಒದಗಿಸುತ್ತಿದ್ದರು. ಅವರ ವರ್ಗಾವಣೆಯಿಂದ ಕಾರ್ಮಿಕರಿಗೆ ತೊಂದರೆಯಾಗಲಿದೆ. ಹೀಗಾಗಿ ಕೂಡಲೇ ವರ್ಗಾವಣೆ ಆದೇಶ ಹಿಂಪಡೆಯಬೇಕು ಎಂದು ಸಂಘಟನೆಗಳ ಮುಖಂಡರು ಒತ್ತಾಯಿಸಿದ್ದಾರೆ.: [50, 520, 222, 624]
page-number: 2: [78, 49, 94, 74]
open-hand: [174, 133, 269, 287]
ramdas-portrait: [52, 335, 110, 397]
right-caption-1: ಮೈಸೂರಿನ ಸಾಲಿಗ್ರಾಮ ಸಮೀಪ ಬೀದಿ ವ್ಯಾಪಾರಿಗಳು ಹಾಗೂ ಬಡವರಿಗೆ ಆಹಾರ ಕಿಟ್ ವಿತರಿಸಲಾಯಿತು.: [664, 830, 900, 858]
continued-bar: ಒಂದನೇ ಪುಟದಿಂದ: [48, 882, 283, 896]
labour-body-right: [780, 1186, 900, 1376]
panchanga-line2: 11.5.2020ರಿಂದ 24.5.2020: [113, 1156, 220, 1165]
page-number-badge: [48, 49, 104, 75]
lead-sub2-text: ಜೆಡಿಪಿ ಕೃಷ್ಣರಾಜ ವಿಧಾನಸಭಾ ಕ್ಷೇತ್ರದ ಅಧ್ಯಕ್ಷ ಎಂ.ವಡಿವೇಲು ಕಿಡಿ ನುಡಿ: [432, 131, 658, 142]
lead-photo: [420, 148, 757, 250]
